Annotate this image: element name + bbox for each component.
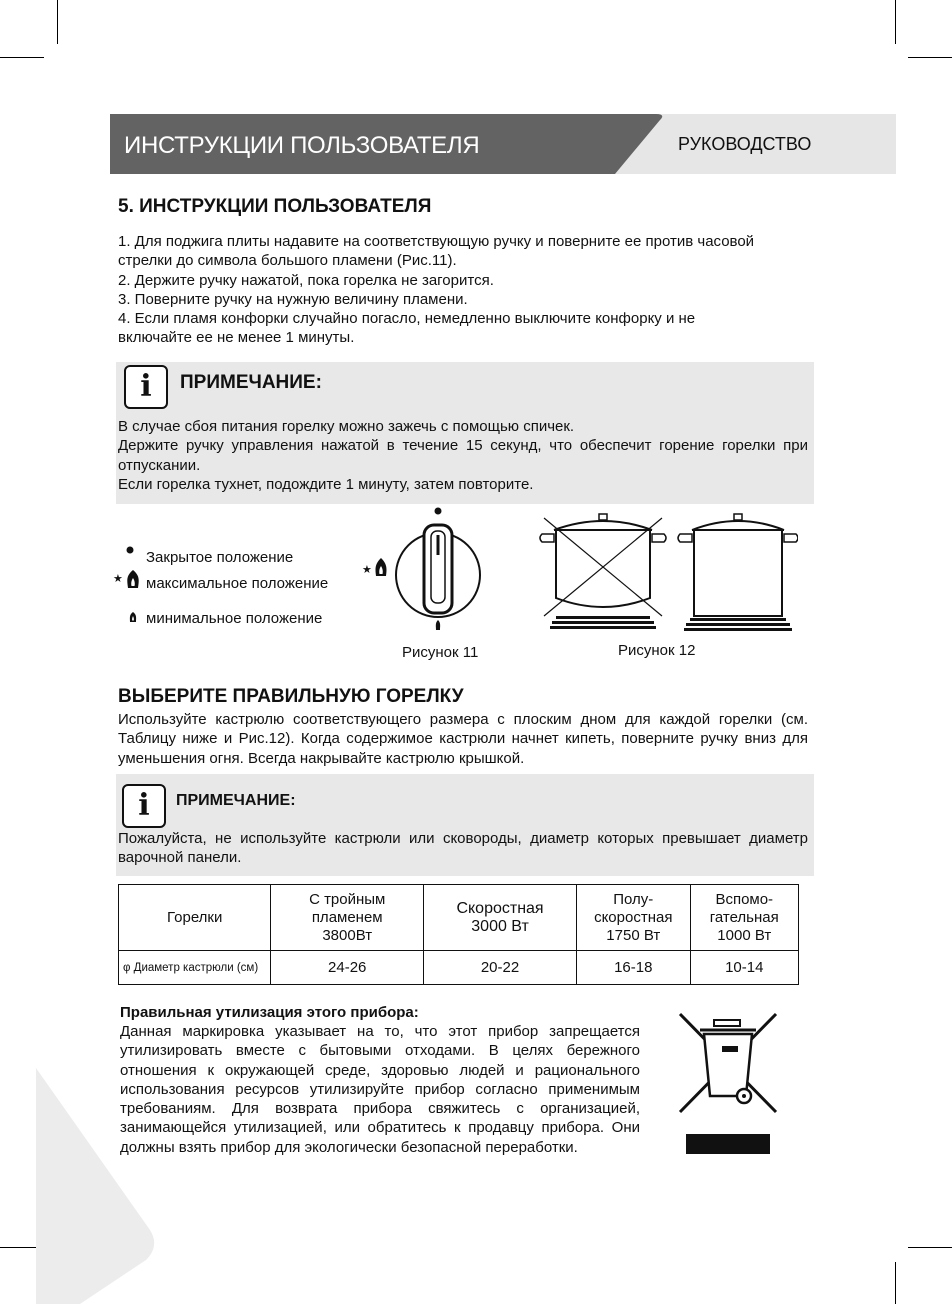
table-cell: 10-14 xyxy=(690,951,798,985)
instruction-line: 3. Поверните ручку на нужную величину пламени. xyxy=(118,290,468,308)
table-row xyxy=(119,951,799,985)
table-cell: φ Диаметр кастрюли (см) xyxy=(119,951,271,985)
figure-11-caption: Рисунок 11 xyxy=(402,644,479,661)
incorrect-pot xyxy=(540,514,666,629)
legend-max: максимальное положение xyxy=(146,575,329,592)
info-icon: i xyxy=(124,365,168,409)
star-icon: ★ xyxy=(113,573,123,585)
section-heading: 5. ИНСТРУКЦИИ ПОЛЬЗОВАТЕЛЯ xyxy=(118,196,432,217)
pots-diagram xyxy=(538,512,798,632)
max-flame-icon xyxy=(127,570,138,588)
knob-diagram xyxy=(360,505,500,640)
info-icon: i xyxy=(122,784,166,828)
svg-text:★: ★ xyxy=(362,564,372,576)
table-cell: 24-26 xyxy=(271,951,424,985)
crop-mark xyxy=(908,57,952,58)
burner-text: Используйте кастрюлю соответствующего размера с плоским дном для каждой горелки (см. Таблицу ниже и Рис.12). Когда содержимое кастрюли начнет кипеть, поверните ручку вниз для уменьшения огня. Всегда накрывайте кастрюлю крышкой. xyxy=(118,711,808,767)
table-cell: 20-22 xyxy=(424,951,577,985)
burner-table xyxy=(118,884,799,985)
figure-12-caption: Рисунок 12 xyxy=(618,642,696,659)
crop-mark xyxy=(908,1247,952,1248)
min-flame-icon xyxy=(130,612,136,622)
legend-symbols xyxy=(112,544,144,628)
legend-min: минимальное положение xyxy=(146,610,323,627)
table-header-cell: Полу- скоростная 1750 Вт xyxy=(577,885,691,951)
instruction-line: 4. Если пламя конфорки случайно погасло, немедленно выключите конфорку и не xyxy=(118,310,696,328)
crossed-out-bin-icon xyxy=(676,1010,780,1156)
crop-mark xyxy=(895,1262,896,1304)
instruction-line: 2. Держите ручку нажатой, пока горелка не загорится. xyxy=(118,271,494,289)
crop-mark xyxy=(0,57,44,58)
crop-mark xyxy=(57,0,58,44)
instruction-line: стрелки до символа большого пламени (Рис.11). xyxy=(118,252,457,270)
table-header-cell: Скоростная 3000 Вт xyxy=(424,885,577,951)
table-header-cell: С тройным пламенем 3800Вт xyxy=(271,885,424,951)
table-header-row xyxy=(119,885,799,951)
instruction-line: 1. Для поджига плиты надавите на соответствующую ручку и поверните ее против часовой xyxy=(118,233,755,250)
table-header-cell: Горелки xyxy=(119,885,271,951)
table-cell: 16-18 xyxy=(577,951,691,985)
header-title: ИНСТРУКЦИИ ПОЛЬЗОВАТЕЛЯ xyxy=(124,132,480,159)
note-text: Пожалуйста, не используйте кастрюли или сковороды, диаметр которых превышает диаметр варочной панели. xyxy=(118,830,808,867)
header-section-label: РУКОВОДСТВО xyxy=(678,134,812,154)
correct-pot xyxy=(678,514,798,631)
instructions-list xyxy=(118,232,818,348)
legend-closed: Закрытое положение xyxy=(146,549,294,566)
disposal-title: Правильная утилизация этого прибора: xyxy=(120,1004,419,1021)
burner-heading: ВЫБЕРИТЕ ПРАВИЛЬНУЮ ГОРЕЛКУ xyxy=(118,686,464,707)
instruction-line: включайте ее не менее 1 минуты. xyxy=(118,329,355,347)
note-text: В случае сбоя питания горелку можно зажечь с помощью спичек. Держите ручку управления нажатой в течение 15 секунд, что обеспечит горение горелки при отпускании. Если горелка тухнет, подождите 1 минуту, затем повторите. xyxy=(118,418,808,493)
table-header-cell: Вспомо- гательная 1000 Вт xyxy=(690,885,798,951)
disposal-text: Данная маркировка указывает на то, что этот прибор запрещается утилизировать вместе с бытовыми отходами. В целях бережного отношения к окружающей среде, здоровью людей и рационального использования ресурсов утилизируйте прибор согласно применимым требованиям. Для возврата прибора свяжитесь с организацией, занимающейся утилизацией, или обратитесь к продавцу прибора. Они должны взять прибор для экологически безопасной переработки. xyxy=(120,1023,640,1156)
closed-position-icon xyxy=(127,547,134,554)
crop-mark xyxy=(895,0,896,44)
note-title: ПРИМЕЧАНИЕ: xyxy=(180,372,322,393)
note-title: ПРИМЕЧАНИЕ: xyxy=(176,792,296,809)
